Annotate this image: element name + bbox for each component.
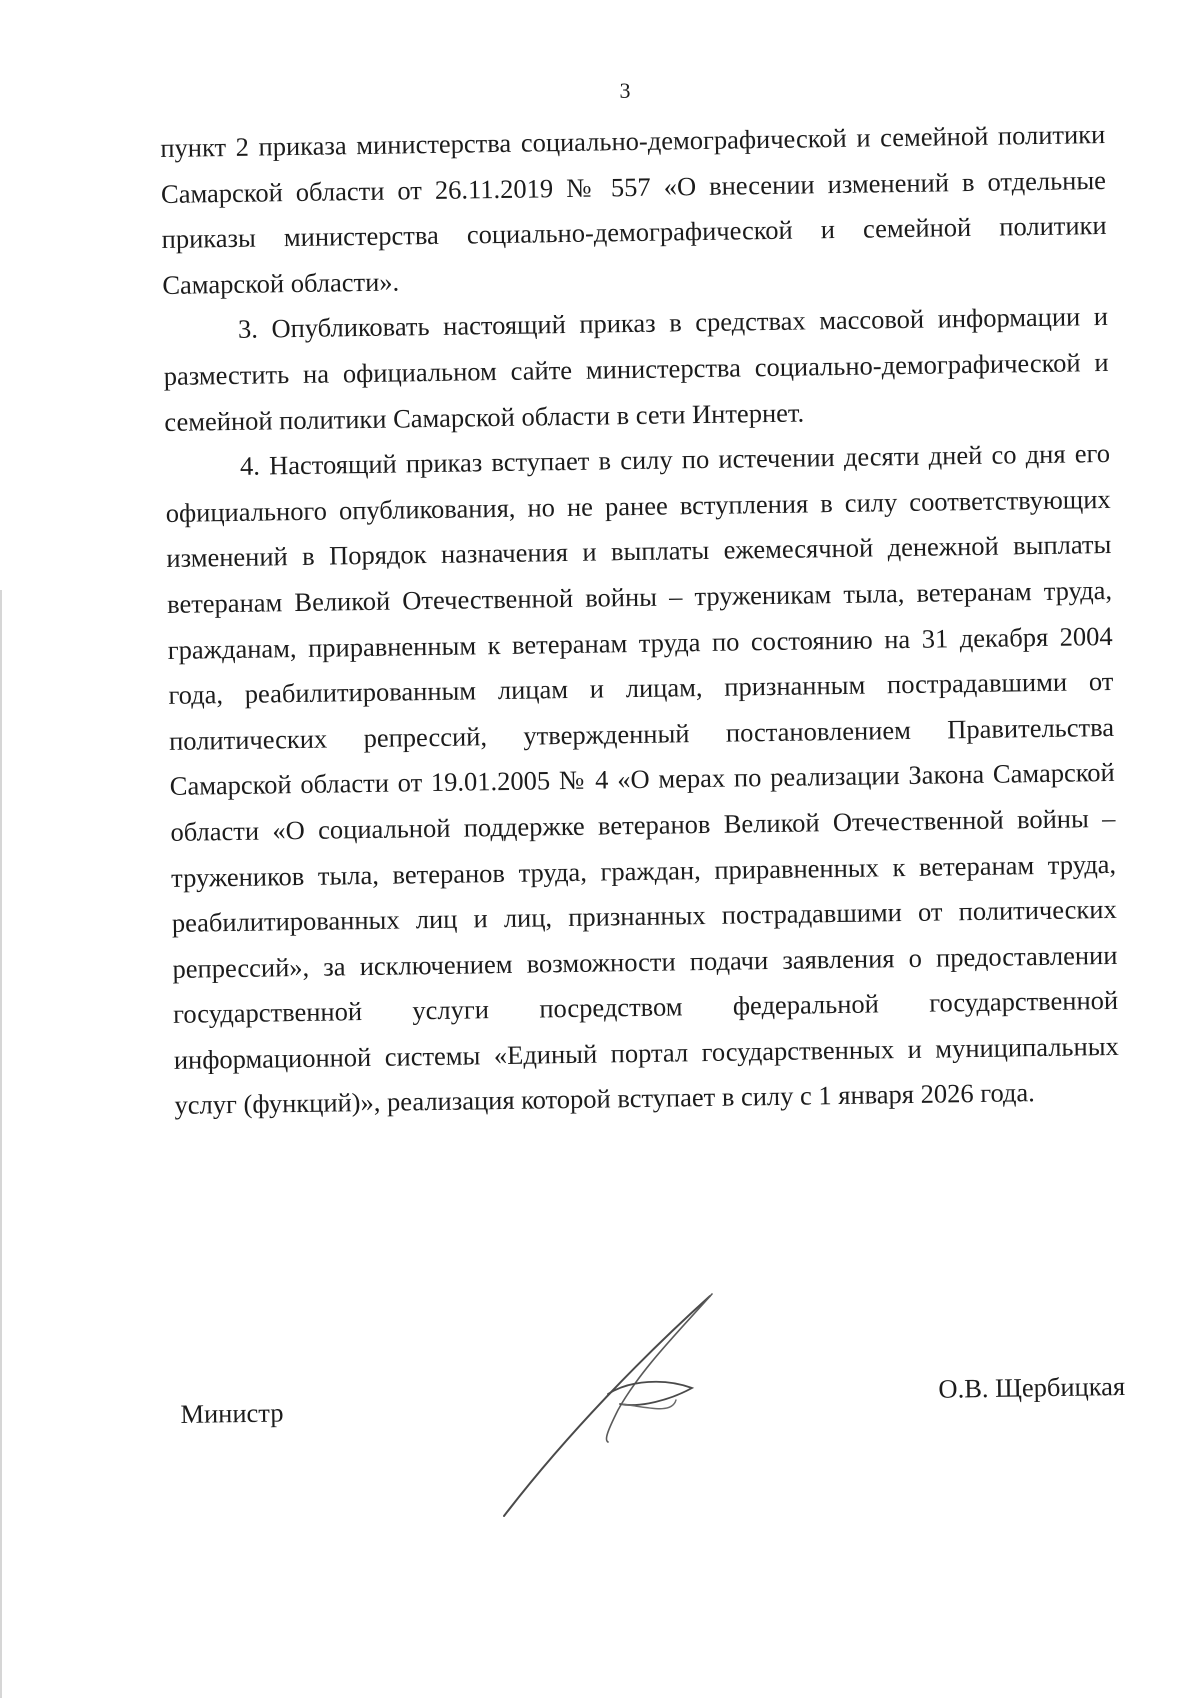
- paragraph-point-2-continued: пункт 2 приказа министерства социально-демографической и семейной политики Самарской области от 26.11.2019 № 557 «О внесении изменений в отдельные приказы министерства социально-демографической и семейной политики Самарской области».: [160, 118, 1107, 300]
- scan-edge-shadow: [0, 590, 2, 1698]
- paragraph-point-3: 3. Опубликовать настоящий приказ в средствах массовой информации и разместить на официальном сайте министерства социально-демографической и семейной политики Самарской области в сети Интернет.: [163, 301, 1109, 437]
- document-body: [160, 112, 1120, 1129]
- signatory-title: Министр: [180, 1397, 284, 1429]
- handwritten-signature: [480, 1290, 740, 1520]
- paragraph-point-4: 4. Настоящий приказ вступает в силу по истечении десяти дней со дня его официального опубликования, но не ранее вступления в силу соответствующих изменений в Порядок назначения и выплаты ежемесячной денежной выплаты ветеранам Великой Отечественной войны – труженикам тыла, ветеранам труда, гражданам, приравненным к ветеранам труда по состоянию на 31 декабря 2004 года, реабилитированным лицам и лицам, признанным пострадавшими от политических репрессий, утвержденный постановлением Правительства Самарской области от 19.01.2005 № 4 «О мерах по реализации Закона Самарской области «О социальной поддержке ветеранов Великой Отечественной войны – тружеников тыла, ветеранов труда, граждан, приравненных к ветеранам труда, реабилитированных лиц и лиц, признанных пострадавшими от политических репрессий», за исключением возможности подачи заявления о предоставлении государственной услуги посредством федеральной государственной информационной системы «Единый портал государственных и муниципальных услуг (функций)», реализация которой вступает в силу с 1 января 2026 года.: [165, 438, 1119, 1121]
- signatory-name: О.В. Щербицкая: [938, 1370, 1126, 1404]
- page-number: 3: [619, 78, 631, 103]
